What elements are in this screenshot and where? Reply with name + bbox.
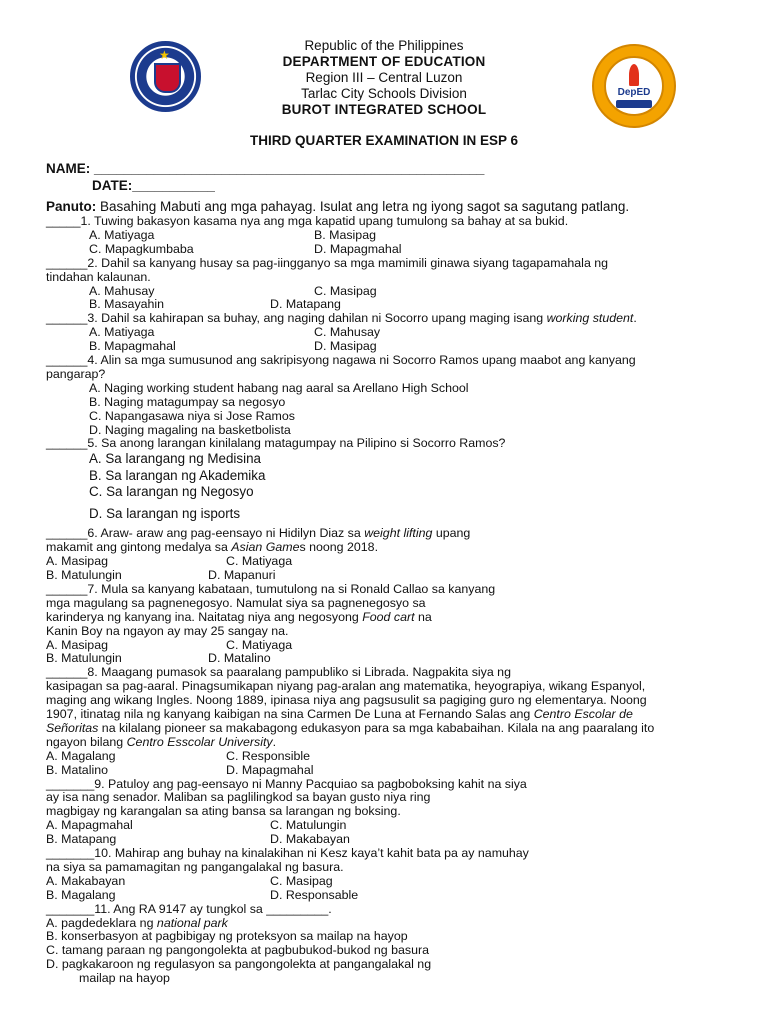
q8-stem4-italic: Centro Escolar de (533, 707, 633, 722)
q7-stem3-italic: Food cart (362, 609, 415, 624)
q11-choice-a-italic: national park (156, 915, 228, 930)
q6-stem-italic: weight lifting (364, 526, 433, 541)
q9-choices-row2 (46, 833, 736, 847)
question-10: _______10. Mahirap ang buhay na kinalakihan ni Kesz kaya’t kahit bata pa ay namuhay (46, 846, 529, 861)
q7-stem3: karinderya ng kanyang ina. Naitatag niya ang negosyong (46, 609, 363, 624)
q6-choice-a: A. Masipag (46, 554, 108, 569)
question-8-cont: kasipagan sa pag-aaral. Pinagsumikapan niyang pag-aralan ang matematika, heyograpiya, wikang Espanyol, (46, 679, 646, 694)
q9-choice-b: B. Matapang (46, 832, 117, 847)
name-date-block (46, 160, 484, 194)
burot-school-logo-icon: DepED (592, 44, 676, 128)
q3-choices-row2 (46, 340, 736, 354)
q3-choices-row1 (46, 326, 736, 340)
exam-body (46, 199, 736, 986)
q6-choices-row1 (46, 555, 736, 569)
q1-choice-d: D. Mapagmahal (314, 241, 402, 256)
q7-stem3-end: na (414, 609, 432, 624)
q1-choices-row2 (46, 243, 736, 257)
q10-choice-a: A. Makabayan (46, 873, 126, 888)
exam-title: THIRD QUARTER EXAMINATION IN ESP 6 (249, 133, 519, 148)
q2-choices-row2 (46, 298, 736, 312)
q8-choice-a: A. Magalang (46, 748, 116, 763)
republic-line: Republic of the Philippines (304, 38, 464, 53)
region-line: Region III – Central Luzon (305, 70, 463, 85)
q4-choice-b: B. Naging matagumpay sa negosyo (89, 394, 286, 409)
question-7-cont: mga magulang sa pagnenegosyo. Namulat siya sa pagnenegosyo sa (46, 595, 426, 610)
letterhead (0, 38, 768, 118)
q10-choice-c: C. Masipag (270, 873, 333, 888)
question-7-cont3: Kanin Boy na ngayon ay may 25 sangay na. (46, 623, 289, 638)
q6-stem-end: upang (432, 526, 471, 541)
question-4-cont: pangarap? (46, 366, 106, 381)
q1-choice-c: C. Mapagkumbaba (89, 241, 194, 256)
q8-choices-row1 (46, 750, 736, 764)
q3-stem-end: . (633, 311, 637, 326)
q9-choices-row1 (46, 819, 736, 833)
q3-stem: ______3. Dahil sa kahirapan sa buhay, ang naging dahilan ni Socorro upang maging isang (46, 311, 547, 326)
q8-choice-c: C. Responsible (226, 748, 311, 763)
q2-choice-c: C. Masipag (314, 283, 377, 298)
q8-stem4: 1907, itinatag nila ng kanyang kaibigan na sina Carmen De Luna at Fernando Salas ang (46, 707, 534, 722)
q6-choices-row2 (46, 569, 736, 583)
q10-choice-d: D. Responsable (270, 887, 359, 902)
q11-choice-c: C. tamang paraan ng pangongolekta at pagbubukod-bukod ng basura (46, 943, 430, 958)
q1-choices-row1 (46, 229, 736, 243)
instructions-text: Basahing Mabuti ang mga pahayag. Isulat ang letra ng iyong sagot sa sagutang patlang. (96, 199, 630, 214)
q3-choice-c: C. Mahusay (314, 325, 381, 340)
question-9-cont: ay isa nang senador. Maliban sa paglilingkod sa bayan gusto niya ring (46, 790, 431, 805)
q7-choice-d: D. Matalino (208, 651, 271, 666)
question-7: ______7. Mula sa kanyang kabataan, tumutulong na si Ronald Callao sa kanyang (46, 581, 496, 596)
q3-choice-a: A. Matiyaga (89, 325, 155, 340)
q2-choice-d: D. Matapang (270, 297, 341, 312)
q3-choice-b: B. Mapagmahal (89, 339, 176, 354)
q2-choice-a: A. Mahusay (89, 283, 155, 298)
instructions-label: Panuto: (46, 199, 97, 214)
q11-choice-a (46, 917, 736, 931)
q8-stem5-italic: Señoritas (46, 720, 99, 735)
q2-choices-row1 (46, 285, 736, 299)
question-2: ______2. Dahil sa kanyang husay sa pag-iingganyo sa mga mamimili ginawa siyang tagapamahala ng (46, 255, 609, 270)
question-2-cont: tindahan kalaunan. (46, 269, 151, 284)
q8-stem6-italic: Centro Esscolar University (126, 734, 273, 749)
q6-stem: ______6. Araw- araw ang pag-eensayo ni Hidilyn Diaz sa (46, 526, 365, 541)
school-line: BUROT INTEGRATED SCHOOL (281, 102, 487, 117)
q9-choice-a: A. Mapagmahal (46, 818, 133, 833)
q3-choice-d: D. Masipag (314, 339, 377, 354)
question-9-cont2: magbigay ng karangalan sa ating bansa sa larangan ng boksing. (46, 804, 401, 819)
q6-stem2: makamit ang gintong medalya sa (46, 540, 232, 555)
question-3 (46, 312, 736, 326)
q5-choice-d: D. Sa larangan ng isports (89, 505, 241, 521)
q8-choice-b: B. Matalino (46, 762, 108, 777)
question-1: _____1. Tuwing bakasyon kasama nya ang mga kapatid upang tumulong sa bahay at sa bukid. (46, 214, 569, 228)
question-9: _______9. Patuloy ang pag-eensayo ni Manny Pacquiao sa pagboboksing kahit na siya (46, 776, 527, 791)
q7-choice-a: A. Masipag (46, 637, 108, 652)
q5-choice-a: A. Sa larangang ng Medisina (89, 451, 261, 467)
question-5: ______5. Sa anong larangan kinilalang matagumpay na Pilipino si Socorro Ramos? (46, 436, 506, 451)
question-4: ______4. Alin sa mga sumusunod ang sakripisyong nagawa ni Socorro Ramos upang maabot ang kanyang (46, 352, 636, 367)
q5-choice-c: C. Sa larangan ng Negosyo (89, 484, 254, 500)
q6-stem2-italic: Asian Game (231, 540, 300, 555)
name-field[interactable]: NAME: ____________________________________________________ (46, 161, 485, 176)
q4-choice-c: C. Napangasawa niya si Jose Ramos (89, 408, 295, 423)
q1-choice-b: B. Masipag (314, 227, 376, 242)
q8-stem6: ngayon bilang (46, 734, 127, 749)
q11-choice-a-text: A. pagdedeklara ng (46, 915, 157, 930)
date-field[interactable]: DATE:___________ (92, 178, 215, 193)
q6-choice-b: B. Matulungin (46, 568, 122, 583)
question-8-cont2: maging ang wikang Ingles. Noong 1889, ipinasa niya ang pagsusulit sa pagiging guro ng elementarya. Noong (46, 693, 647, 708)
question-10-cont: na siya sa pamamagitan ng pangangalakal ng basura. (46, 859, 344, 874)
q8-choice-d: D. Mapagmahal (226, 762, 314, 777)
q7-choice-c: C. Matiyaga (226, 637, 293, 652)
q8-stem5: na kilalang pioneer sa makabagong edukasyon para sa mga kababaihan. Kilala na ang paaralang ito (98, 720, 655, 735)
q9-choice-d: D. Makabayan (270, 832, 350, 847)
q3-stem-italic: working student (546, 311, 634, 326)
q6-stem2-end: s noong 2018. (299, 540, 379, 555)
q8-choices-row2 (46, 764, 736, 778)
question-8-cont5 (46, 736, 736, 750)
question-11: _______11. Ang RA 9147 ay tungkol sa _________. (46, 901, 332, 916)
q1-choice-a: A. Matiyaga (89, 227, 155, 242)
q6-choice-d: D. Mapanuri (208, 568, 276, 583)
q10-choices-row2 (46, 889, 736, 903)
question-6 (46, 527, 736, 541)
q11-choice-d: D. pagkakaroon ng regulasyon sa pangongolekta at pangangalakal ng (46, 957, 432, 972)
question-8-cont3 (46, 708, 736, 722)
question-6-cont (46, 541, 736, 555)
q7-choices-row2 (46, 652, 736, 666)
instructions (46, 199, 736, 215)
q7-choice-b: B. Matulungin (46, 651, 122, 666)
q5-choice-b: B. Sa larangan ng Akademika (89, 467, 266, 483)
q6-choice-c: C. Matiyaga (226, 554, 293, 569)
q11-choice-d-cont: mailap na hayop (79, 971, 170, 986)
question-8: ______8. Maagang pumasok sa paaralang pampubliko si Librada. Nagpakita siya ng (46, 665, 511, 680)
q7-choices-row1 (46, 639, 736, 653)
question-7-cont2 (46, 611, 736, 625)
q10-choices-row1 (46, 875, 736, 889)
q10-choice-b: B. Magalang (46, 887, 116, 902)
question-8-cont4 (46, 722, 736, 736)
q9-choice-c: C. Matulungin (270, 818, 347, 833)
q8-stem6-end: . (272, 734, 277, 749)
deped-seal-icon: ★ (130, 41, 201, 112)
division-line: Tarlac City Schools Division (301, 86, 467, 101)
q4-choice-d: D. Naging magaling na basketbolista (89, 422, 291, 437)
q2-choice-b: B. Masayahin (89, 297, 165, 312)
q4-choice-a: A. Naging working student habang nag aaral sa Arellano High School (89, 380, 469, 395)
q11-choice-b: B. konserbasyon at pagbibigay ng proteksyon sa mailap na hayop (46, 929, 408, 944)
department-line: DEPARTMENT OF EDUCATION (282, 54, 486, 69)
